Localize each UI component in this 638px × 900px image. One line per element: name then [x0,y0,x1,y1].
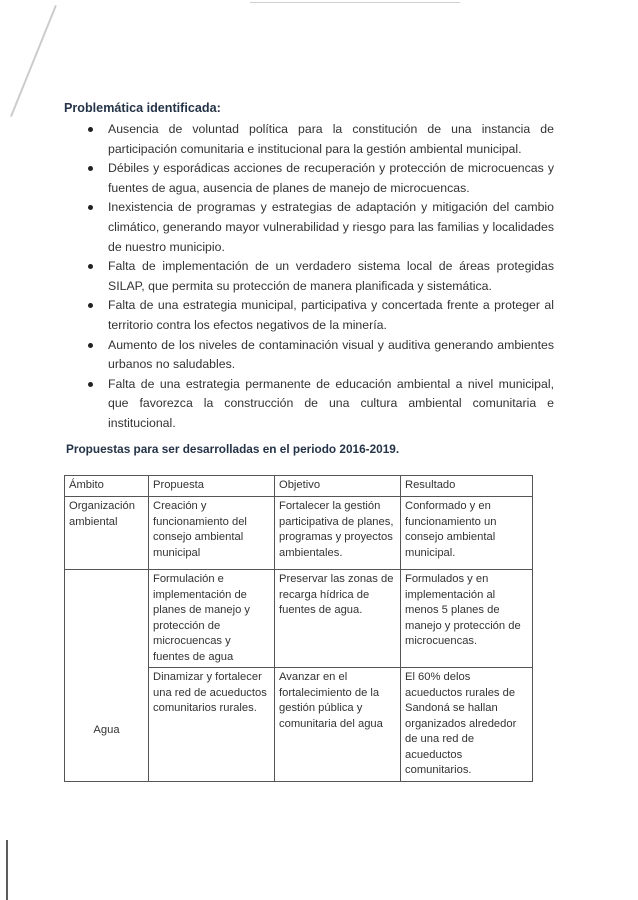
list-item: Falta de una estrategia municipal, participativa y concertada frente a proteger al territorio contra los efectos negativos de la minería. [64,296,554,335]
scan-artifact-line [6,840,8,900]
table-row [65,570,533,668]
table-header-row [65,476,533,497]
column-header-objetivo: Objetivo [275,476,401,497]
list-item: Inexistencia de programas y estrategias de adaptación y mitigación del cambio climático, generando mayor vulnerabilidad y riesgo para las familias y localidades de nuestro municipio. [64,198,554,257]
cell-objetivo: Preservar las zonas de recarga hídrica de fuentes de agua. [275,570,401,668]
list-item: Falta de una estrategia permanente de educación ambiental a nivel municipal, que favorezca la construcción de una cultura ambiental comunitaria e institucional. [64,375,554,434]
list-item: Falta de implementación de un verdadero sistema local de áreas protegidas SILAP, que permita su protección de manera planificada y sistemática. [64,257,554,296]
cell-ambito: Agua [65,570,149,782]
bullet-icon [88,343,93,348]
list-item: Débiles y esporádicas acciones de recuperación y protección de microcuencas y fuentes de agua, ausencia de planes de manejo de microcuencas. [64,159,554,198]
cell-ambito: Organización ambiental [65,497,149,570]
bullet-icon [88,127,93,132]
proposals-heading: Propuestas para ser desarrolladas en el periodo 2016-2019. [66,442,400,456]
table-row [65,497,533,570]
list-item: Ausencia de voluntad política para la constitución de una instancia de participación comunitaria e institucional para la gestión ambiental municipal. [64,120,554,159]
problem-heading: Problemática identificada: [64,101,221,115]
list-item: Aumento de los niveles de contaminación visual y auditiva generando ambientes urbanos no saludables. [64,336,554,375]
column-header-propuesta: Propuesta [149,476,275,497]
cell-propuesta: Dinamizar y fortalecer una red de acueductos comunitarios rurales. [149,668,275,782]
cell-resultado: Formulados y en implementación al menos 5 planes de manejo y protección de microcuencas. [401,570,533,668]
bullet-icon [88,382,93,387]
scan-artifact-line [250,2,460,3]
scan-artifact-line [10,5,57,117]
cell-objetivo: Avanzar en el fortalecimiento de la gestión pública y comunitaria del agua [275,668,401,782]
problem-list [64,120,554,434]
cell-resultado: Conformado y en funcionamiento un consejo ambiental municipal. [401,497,533,570]
cell-propuesta: Formulación e implementación de planes de manejo y protección de microcuencas y fuentes de agua [149,570,275,668]
cell-propuesta: Creación y funcionamiento del consejo ambiental municipal [149,497,275,570]
cell-objetivo: Fortalecer la gestión participativa de planes, programas y proyectos ambientales. [275,497,401,570]
column-header-ambito: Ámbito [65,476,149,497]
column-header-resultado: Resultado [401,476,533,497]
cell-resultado: El 60% delos acueductos rurales de Sandoná se hallan organizados alrededor de una red de acueductos comunitarios. [401,668,533,782]
proposals-table [64,475,533,782]
